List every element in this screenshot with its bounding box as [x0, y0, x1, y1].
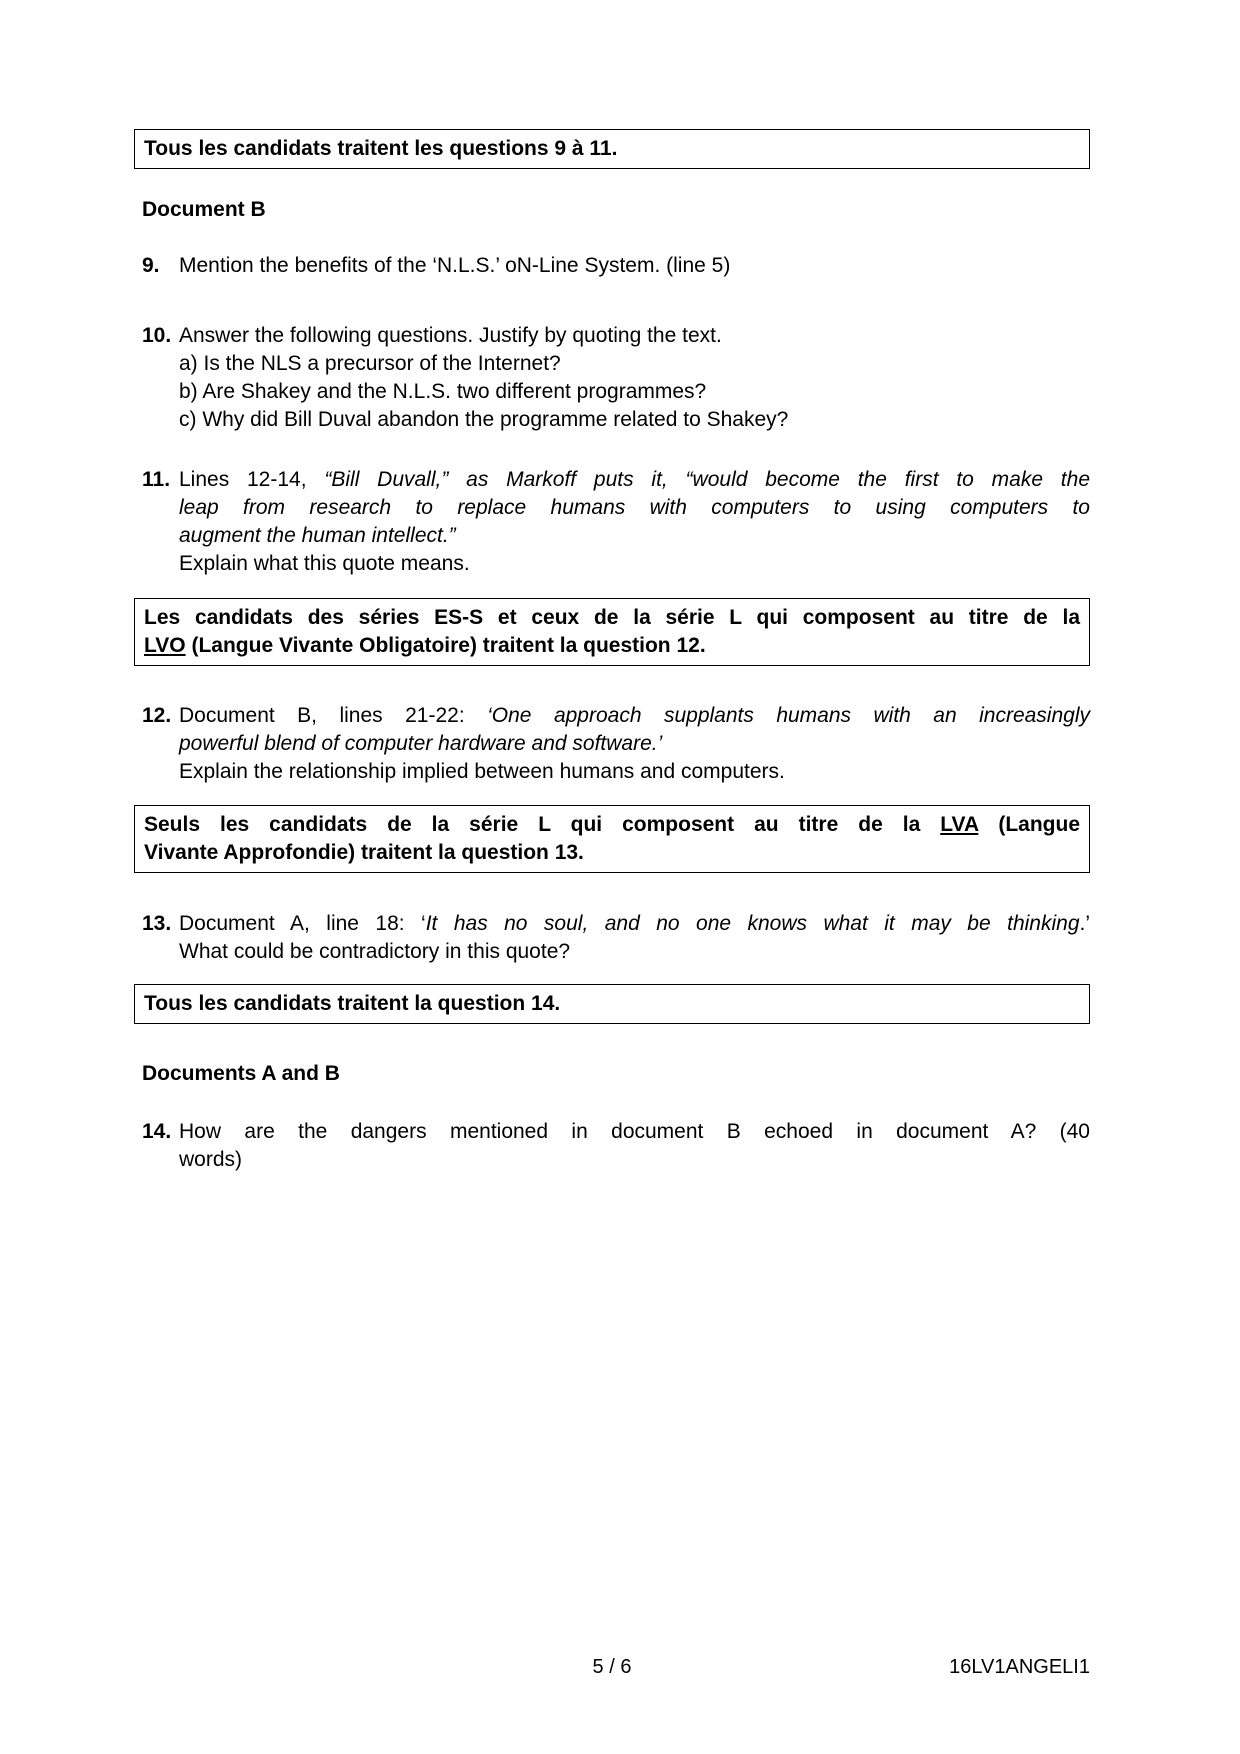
question-11: [142, 466, 1090, 578]
question-followup: Explain the relationship implied between humans and computers.: [179, 760, 785, 783]
question-9: [142, 252, 1090, 280]
rubric-text: Tous les candidats traitent la question 14.: [144, 992, 561, 1015]
question-text-line: [179, 466, 1090, 494]
question-10: [142, 322, 1090, 434]
question-outro: .’: [1079, 912, 1090, 935]
question-quote: “Bill Duvall,” as Markoff puts it, “would become the first to make the: [324, 468, 1090, 491]
page-number: 5 / 6: [592, 1656, 632, 1678]
question-text-line: [179, 910, 1090, 938]
question-text: Answer the following questions. Justify by quoting the text.: [179, 324, 722, 347]
acronym-lvo: LVO: [144, 634, 186, 657]
question-number: 10.: [142, 324, 172, 347]
rubric-text-line: Les candidats des séries ES-S et ceux de la série L qui composent au titre de la: [144, 606, 1080, 629]
question-quote-line: leap from research to replace humans with computers to using computers to: [179, 496, 1090, 519]
page-footer: [134, 1655, 1090, 1679]
question-number: 13.: [142, 912, 172, 935]
question-text-line: [179, 702, 1090, 730]
rubric-box-lva-question-13: [134, 805, 1090, 873]
question-followup: Explain what this quote means.: [179, 552, 470, 575]
rubric-text: (Langue Vivante Obligatoire) traitent la question 12.: [185, 634, 706, 657]
question-sub-b: b) Are Shakey and the N.L.S. two different programmes?: [179, 380, 707, 403]
rubric-box-lvo-question-12: [134, 598, 1090, 666]
question-number: 9.: [142, 254, 160, 277]
question-quote-line: powerful blend of computer hardware and software.’: [179, 732, 663, 755]
question-intro: Document A, line 18: ‘: [179, 912, 426, 935]
question-12: [142, 702, 1090, 786]
rubric-box-all-candidates-14: [134, 984, 1090, 1024]
rubric-text: Tous les candidats traitent les questions 9 à 11.: [144, 137, 618, 160]
rubric-text: Seuls les candidats de la série L qui composent au titre de la: [144, 813, 941, 836]
question-text: Mention the benefits of the ‘N.L.S.’ oN-Line System. (line 5): [179, 254, 731, 277]
question-quote: ‘One approach supplants humans with an increasingly: [487, 704, 1090, 727]
rubric-text-line: Vivante Approfondie) traitent la question 13.: [144, 841, 584, 864]
question-14: [142, 1118, 1090, 1174]
question-text-line: How are the dangers mentioned in document B echoed in document A? (40: [179, 1120, 1090, 1143]
acronym-lva: LVA: [940, 813, 979, 836]
question-followup: What could be contradictory in this quote?: [179, 940, 571, 963]
section-heading-documents-a-and-b: Documents A and B: [142, 1062, 340, 1085]
question-13: [142, 910, 1090, 966]
question-number: 11.: [142, 468, 171, 491]
question-number: 14.: [142, 1120, 172, 1143]
question-intro: Document B, lines 21-22:: [179, 704, 488, 727]
question-text-line: words): [179, 1148, 243, 1171]
section-heading-document-b: Document B: [142, 198, 266, 221]
rubric-text-line: [144, 632, 1080, 660]
question-sub-c: c) Why did Bill Duval abandon the programme related to Shakey?: [179, 408, 789, 431]
question-intro: Lines 12-14,: [179, 468, 325, 491]
document-code: 16LV1ANGELI1: [949, 1656, 1090, 1678]
question-sub-a: a) Is the NLS a precursor of the Internet?: [179, 352, 561, 375]
rubric-text-line: [144, 811, 1080, 839]
question-number: 12.: [142, 704, 172, 727]
rubric-text: (Langue: [978, 813, 1081, 836]
rubric-box-all-candidates-9-11: [134, 129, 1090, 169]
question-quote-line: augment the human intellect.”: [179, 524, 456, 547]
question-quote: It has no soul, and no one knows what it may be thinking: [425, 912, 1080, 935]
